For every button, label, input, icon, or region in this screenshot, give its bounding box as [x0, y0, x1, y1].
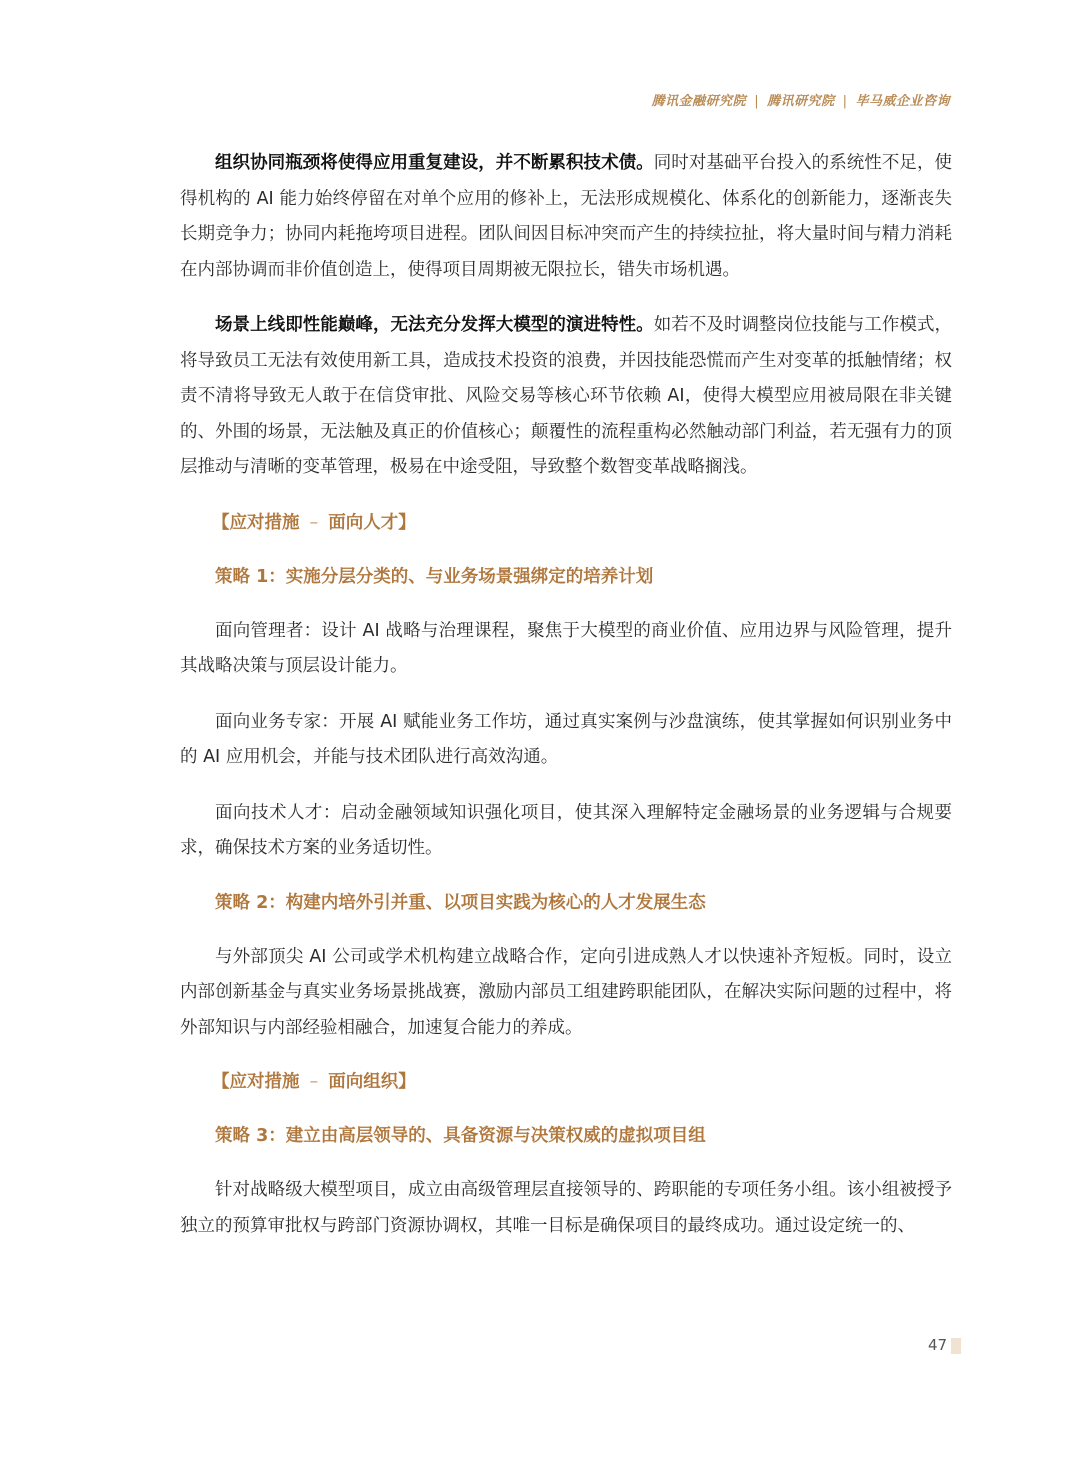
strategy-1-item-tech-talent: 面向技术人才：启动金融领域知识强化项目，使其深入理解特定金融场景的业务逻辑与合规要求，确保技术方案的业务适切性。: [180, 802, 952, 858]
header-org-tencent-fintech: 腾讯金融研究院: [651, 94, 747, 109]
strategy-1-item-managers: 面向管理者：设计 AI 战略与治理课程，聚焦于大模型的商业价值、应用边界与风险管理，提升其战略决策与顶层设计能力。: [180, 620, 952, 676]
paragraph-collaboration: [180, 146, 952, 288]
paragraph-lead: 组织协同瓶颈将使得应用重复建设，并不断累积技术债。: [215, 153, 654, 173]
page-body: [180, 146, 952, 1244]
section-target: 面向人才: [328, 512, 399, 533]
strategy-2-title: 策略 2：构建内培外引并重、以项目实践为核心的人才发展生态: [215, 892, 706, 913]
header-org-kpmg: 毕马威企业咨询: [855, 94, 950, 109]
strategy-3-title: 策略 3：建立由高层领导的、具备资源与决策权威的虚拟项目组: [215, 1126, 706, 1146]
strategy-2-body: 与外部顶尖 AI 公司或学术机构建立战略合作，定向引进成熟人才以快速补齐短板。同时，设立内部创新基金与真实业务场景挑战赛，激励内部员工组建跨职能团队，在解决实际问题的过程中，将外部知识与内部经验相融合，加速复合能力的养成。: [180, 946, 952, 1038]
section-label: 应对措施: [229, 1072, 300, 1092]
paragraph-scenario: [180, 308, 952, 486]
page-number-marker: [951, 1338, 961, 1354]
strategy-1-item-business-experts: 面向业务专家：开展 AI 赋能业务工作坊，通过真实案例与沙盘演练，使其掌握如何识别业务中的 AI 应用机会，并能与技术团队进行高效沟通。: [180, 711, 952, 767]
header-separator: |: [842, 94, 848, 109]
header-org-tencent-research: 腾讯研究院: [767, 94, 835, 109]
page-header: [652, 90, 950, 109]
paragraph-lead: 场景上线即性能巅峰，无法充分发挥大模型的演进特性。: [215, 315, 654, 335]
section-target: 面向组织: [328, 1072, 399, 1092]
paragraph-text: 如若不及时调整岗位技能与工作模式，将导致员工无法有效使用新工具，造成技术投资的浪费，并因技能恐慌而产生对变革的抵触情绪；权责不清将导致无人敢于在信贷审批、风险交易等核心环节依赖 AI，使得大模型应用被局限在非关键的、外围的场景，无法触及真正的价值核心；颠覆性的流程重构必然触动部门利益，若无强有力的顶层推动与清晰的变革管理，极易在中途受阻，导致整个数智变革战略搁浅。: [180, 315, 952, 477]
section-label: 应对措施: [229, 512, 300, 533]
page-number: 47: [928, 1336, 948, 1354]
section-heading-organization: 【应对措施 – 面向组织】: [212, 1072, 416, 1092]
strategy-3-body: 针对战略级大模型项目，成立由高级管理层直接领导的、跨职能的专项任务小组。该小组被授予独立的预算审批权与跨部门资源协调权，其唯一目标是确保项目的最终成功。通过设定统一的、: [180, 1180, 952, 1236]
header-separator: |: [754, 94, 760, 109]
section-heading-talent: 【应对措施 – 面向人才】: [212, 512, 416, 533]
paragraph-text: 同时对基础平台投入的系统性不足，使得机构的 AI 能力始终停留在对单个应用的修补上，无法形成规模化、体系化的创新能力，逐渐丧失长期竞争力；协同内耗拖垮项目进程。团队间因目标冲突而产生的持续拉扯，将大量时间与精力消耗在内部协调而非价值创造上，使得项目周期被无限拉长，错失市场机遇。: [180, 153, 952, 280]
strategy-1-title: 策略 1：实施分层分类的、与业务场景强绑定的培养计划: [215, 566, 654, 587]
